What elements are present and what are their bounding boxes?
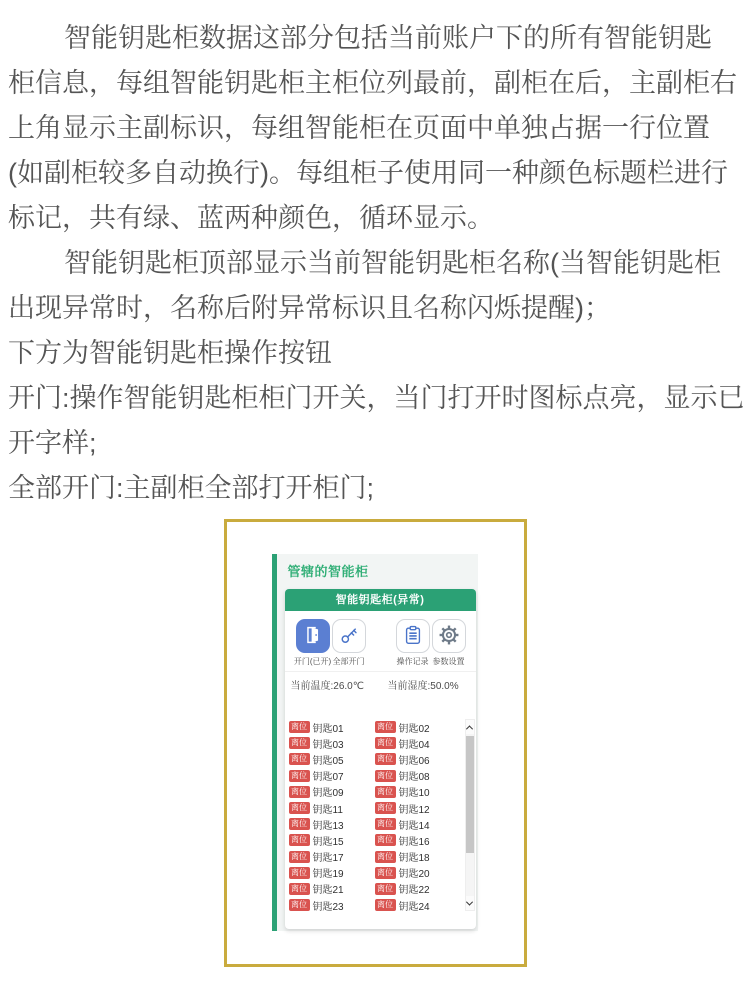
- key-name: 钥匙07: [312, 772, 344, 784]
- key-item: [289, 720, 375, 735]
- operation-log-action: [396, 619, 430, 667]
- key-item: [375, 801, 460, 816]
- key-item: [375, 881, 460, 896]
- key-name: 钥匙23: [312, 901, 344, 913]
- chevron-up-icon: [466, 725, 473, 732]
- key-item: [375, 833, 460, 848]
- key-name: 钥匙19: [312, 869, 344, 881]
- key-list-scrollbar[interactable]: [465, 719, 475, 911]
- settings-label: 参数设置: [432, 657, 465, 666]
- key-status-badge: 离位: [375, 834, 396, 846]
- key-grid: [289, 719, 460, 913]
- key-status-badge: 离位: [375, 899, 396, 911]
- doc-line: (如副柜较多自动换行)。每组柜子使用同一种颜色标题栏进行: [8, 158, 728, 188]
- key-status-badge: 离位: [289, 802, 310, 814]
- key-item: [289, 898, 375, 913]
- operation-log-button[interactable]: [396, 619, 430, 653]
- environment-readings: [285, 672, 476, 698]
- door-open-icon: [302, 624, 324, 649]
- doc-line: 智能钥匙柜顶部显示当前智能钥匙柜名称(当智能钥匙柜: [64, 248, 721, 278]
- key-item: [289, 752, 375, 767]
- key-status-badge: 离位: [289, 721, 310, 733]
- doc-line: 上角显示主副标识，每组智能柜在页面中单独占据一行位置: [8, 113, 710, 143]
- cabinet-app-panel: [272, 554, 478, 931]
- key-name: 钥匙20: [398, 869, 430, 881]
- open-all-label: 全部开门: [332, 657, 365, 666]
- key-name: 钥匙24: [398, 901, 430, 913]
- doc-line: 出现异常时，名称后附异常标识且名称闪烁提醒)；: [8, 293, 611, 323]
- key-name: 钥匙18: [398, 853, 430, 865]
- key-name: 钥匙21: [312, 885, 344, 897]
- key-name: 钥匙10: [398, 788, 430, 800]
- scrollbar-thumb[interactable]: [466, 736, 474, 853]
- key-item: [289, 833, 375, 848]
- key-item: [289, 736, 375, 751]
- open-door-label: 开门(已开): [293, 657, 332, 666]
- key-status-badge: 离位: [375, 883, 396, 895]
- key-icon: [338, 624, 360, 649]
- key-item: [289, 849, 375, 864]
- key-status-badge: 离位: [289, 867, 310, 879]
- key-status-badge: 离位: [375, 770, 396, 782]
- key-item: [375, 865, 460, 880]
- key-status-badge: 离位: [375, 867, 396, 879]
- key-status-badge: 离位: [375, 786, 396, 798]
- key-item: [375, 898, 460, 913]
- key-status-badge: 离位: [375, 737, 396, 749]
- key-item: [289, 865, 375, 880]
- key-status-badge: 离位: [289, 899, 310, 911]
- key-name: 钥匙02: [398, 723, 430, 735]
- key-item: [375, 817, 460, 832]
- scrollbar-track[interactable]: [466, 734, 474, 896]
- chevron-down-icon: [466, 898, 473, 905]
- green-accent-stripe: [272, 554, 277, 931]
- key-item: [375, 784, 460, 799]
- key-status-badge: 离位: [375, 753, 396, 765]
- key-name: 钥匙13: [312, 820, 344, 832]
- operation-log-label: 操作记录: [396, 657, 429, 666]
- key-name: 钥匙04: [398, 739, 430, 751]
- doc-line: 智能钥匙柜数据这部分包括当前账户下的所有智能钥匙: [64, 23, 712, 53]
- open-door-action: [293, 619, 332, 667]
- doc-line: 开字样;: [8, 428, 97, 458]
- key-name: 钥匙17: [312, 853, 344, 865]
- key-name: 钥匙15: [312, 836, 344, 848]
- key-status-badge: 离位: [289, 737, 310, 749]
- section-title: 管辖的智能柜: [287, 564, 369, 579]
- doc-line: 开门:操作智能钥匙柜柜门开关，当门打开时图标点亮，显示已: [8, 383, 745, 413]
- key-item: [375, 768, 460, 783]
- key-item: [289, 784, 375, 799]
- scroll-up-arrow[interactable]: [466, 720, 474, 734]
- key-name: 钥匙14: [398, 820, 430, 832]
- temperature-reading: 当前温度:26.0℃: [290, 681, 364, 692]
- key-status-badge: 离位: [289, 770, 310, 782]
- key-name: 钥匙08: [398, 772, 430, 784]
- key-status-badge: 离位: [375, 851, 396, 863]
- key-status-badge: 离位: [375, 721, 396, 733]
- key-name: 钥匙09: [312, 788, 344, 800]
- key-name: 钥匙05: [312, 755, 344, 767]
- cabinet-actions: [285, 611, 476, 672]
- doc-line: 下方为智能钥匙柜操作按钮: [8, 338, 332, 368]
- key-name: 钥匙12: [398, 804, 430, 816]
- key-status-badge: 离位: [289, 834, 310, 846]
- doc-line: 标记，共有绿、蓝两种颜色，循环显示。: [8, 203, 494, 233]
- open-all-button[interactable]: [332, 619, 366, 653]
- scroll-down-arrow[interactable]: [466, 896, 474, 910]
- cabinet-title-bar: 智能钥匙柜(异常): [285, 589, 476, 611]
- key-status-badge: 离位: [289, 818, 310, 830]
- doc-line: 柜信息，每组智能钥匙柜主柜位列最前，副柜在后，主副柜右: [8, 68, 737, 98]
- key-name: 钥匙01: [312, 723, 344, 735]
- screenshot-figure-frame: [224, 519, 527, 967]
- key-name: 钥匙22: [398, 885, 430, 897]
- key-status-badge: 离位: [289, 851, 310, 863]
- key-item: [289, 801, 375, 816]
- key-name: 钥匙03: [312, 739, 344, 751]
- key-status-badge: 离位: [375, 802, 396, 814]
- open-all-action: [332, 619, 366, 667]
- key-item: [289, 817, 375, 832]
- key-item: [375, 720, 460, 735]
- key-status-badge: 离位: [289, 786, 310, 798]
- key-item: [375, 849, 460, 864]
- key-item: [289, 881, 375, 896]
- settings-action: [432, 619, 466, 667]
- open-door-button[interactable]: [296, 619, 330, 653]
- key-name: 钥匙11: [312, 804, 343, 816]
- key-status-badge: 离位: [375, 818, 396, 830]
- settings-button[interactable]: [432, 619, 466, 653]
- key-name: 钥匙16: [398, 836, 430, 848]
- key-status-badge: 离位: [289, 883, 310, 895]
- key-status-badge: 离位: [289, 753, 310, 765]
- cabinet-card: [285, 589, 476, 929]
- key-item: [375, 752, 460, 767]
- key-item: [375, 736, 460, 751]
- doc-line: 全部开门:主副柜全部打开柜门;: [8, 473, 375, 503]
- humidity-reading: 当前湿度:50.0%: [387, 681, 459, 692]
- key-item: [289, 768, 375, 783]
- key-name: 钥匙06: [398, 755, 430, 767]
- gear-icon: [438, 624, 460, 649]
- clipboard-icon: [402, 624, 424, 649]
